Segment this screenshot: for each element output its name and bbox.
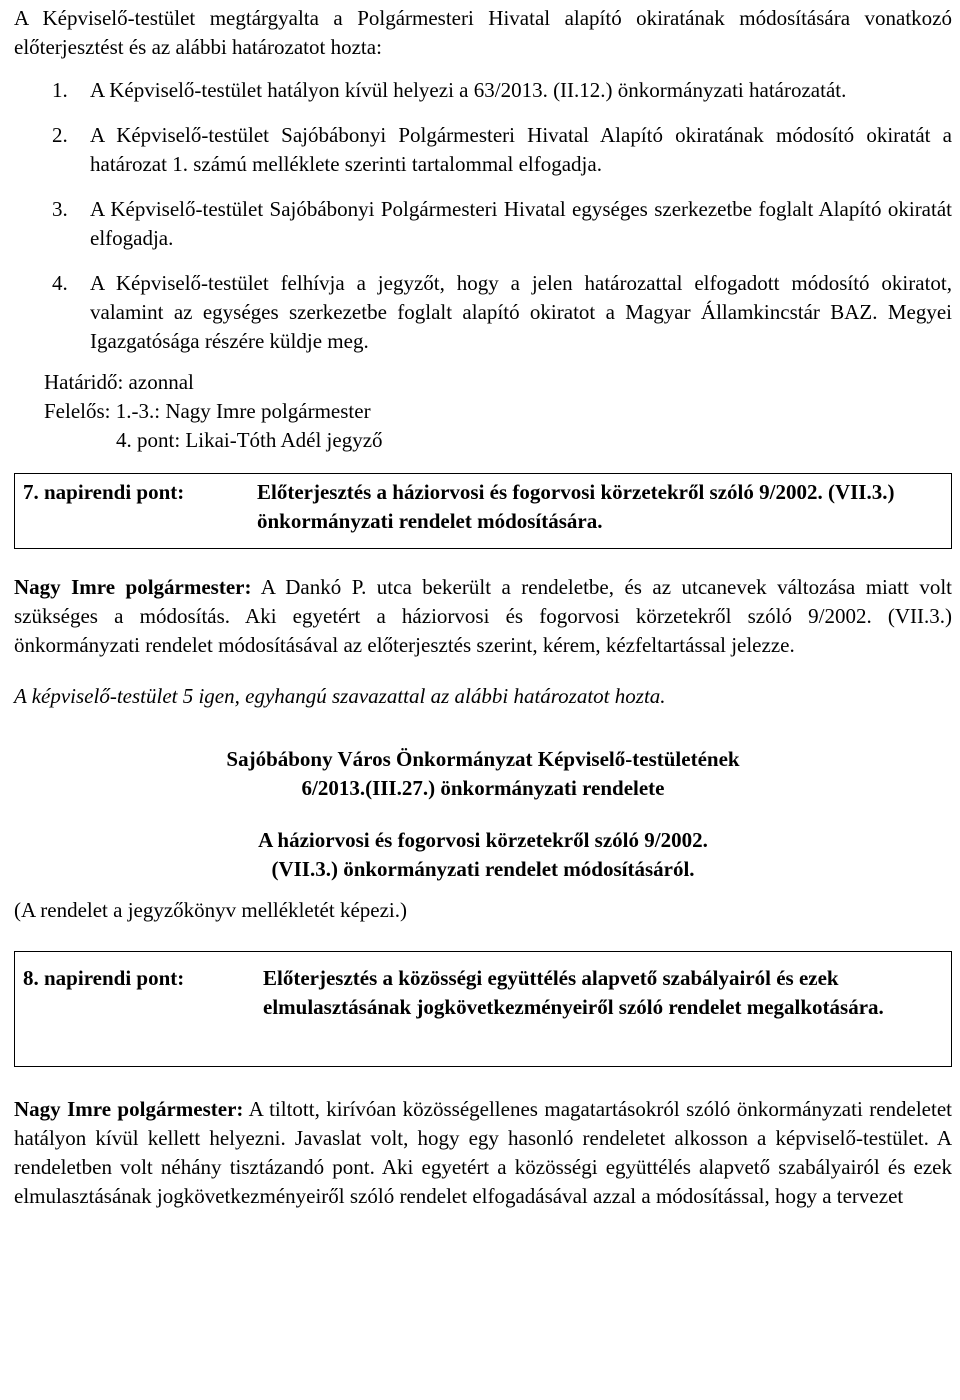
vote-result-7: A képviselő-testület 5 igen, egyhangú szavazattal az alábbi határozatot hozta.	[14, 684, 666, 708]
responsible-line: Felelős: 1.-3.: Nagy Imre polgármester	[44, 399, 371, 423]
deadline-responsible-block	[44, 368, 952, 455]
agenda-title: Előterjesztés a háziorvosi és fogorvosi körzetekről szóló 9/2002. (VII.3.) önkormányzati rendelet módosítására.	[257, 480, 895, 533]
decree-line-1: Sajóbábony Város Önkormányzat Képviselő-testületének	[226, 747, 740, 771]
speaker-name: Nagy Imre polgármester:	[14, 575, 252, 599]
decision-item	[14, 195, 952, 253]
speech-paragraph-7	[14, 573, 952, 660]
decision-item	[14, 269, 952, 356]
deadline-line: Határidő: azonnal	[44, 370, 194, 394]
document-page	[14, 4, 952, 1211]
decree-subject	[14, 826, 952, 884]
speech-paragraph-8	[14, 1095, 952, 1211]
decision-number: 1.	[52, 78, 68, 102]
decision-item	[14, 121, 952, 179]
speech-text: A tiltott, kirívóan közösségellenes magatartásokról szóló önkormányzati rendeletet hatályon kívül kellett helyezni. Javaslat volt, hogy egy hasonló rendeletet alkosson a képviselő-testület. A rendeletben volt néhány tisztázandó pont. Aki egyetért a közösségi együttélés alapvető szabályairól és ezek elmulasztásának jogkövetkezményeiről szóló rendelet elfogadásával azzal a módosítással, hogy a tervezet	[14, 1097, 952, 1208]
decree-heading	[14, 745, 952, 803]
agenda-title: Előterjesztés a közösségi együttélés alapvető szabályairól és ezek elmulasztásának jogkövetkezményeiről szóló rendelet megalkotására.	[263, 966, 884, 1019]
decree-line-2: 6/2013.(III.27.) önkormányzati rendelete	[301, 776, 665, 800]
decree-line-4: (VII.3.) önkormányzati rendelet módosításáról.	[271, 857, 695, 881]
agenda-item-8-box	[14, 951, 952, 1067]
annex-note: (A rendelet a jegyzőkönyv mellékletét képezi.)	[14, 898, 408, 922]
intro-paragraph: A Képviselő-testület megtárgyalta a Polgármesteri Hivatal alapító okiratának módosítására vonatkozó előterjesztést és az alábbi határozatot hozta:	[14, 6, 952, 59]
agenda-label: 7. napirendi pont:	[23, 480, 185, 504]
decision-text: A Képviselő-testület Sajóbábonyi Polgármesteri Hivatal egységes szerkezetbe foglalt Alapító okiratát elfogadja.	[90, 197, 952, 250]
decision-item	[14, 76, 952, 105]
decision-number: 3.	[52, 197, 68, 221]
speaker-name: Nagy Imre polgármester:	[14, 1097, 244, 1121]
speech-text: A Dankó P. utca bekerült a rendeletbe, és az utcanevek változása miatt volt szükséges a módosítás. Aki egyetért a háziorvosi és fogorvosi körzetekről szóló 9/2002. (VII.3.) önkormányzati rendelet módosításával az előterjesztés szerint, kérem, kézfeltartással jelezze.	[14, 575, 952, 657]
agenda-label: 8. napirendi pont:	[23, 966, 185, 990]
responsible-line-2: 4. pont: Likai-Tóth Adél jegyző	[116, 428, 383, 452]
decision-number: 4.	[52, 271, 68, 295]
decision-number: 2.	[52, 123, 68, 147]
decision-text: A Képviselő-testület hatályon kívül helyezi a 63/2013. (II.12.) önkormányzati határozatát.	[90, 78, 847, 102]
decree-line-3: A háziorvosi és fogorvosi körzetekről szóló 9/2002.	[258, 828, 708, 852]
decision-list	[14, 76, 952, 356]
agenda-item-7-box	[14, 473, 952, 549]
decision-text: A Képviselő-testület felhívja a jegyzőt, hogy a jelen határozattal elfogadott módosító okiratot, valamint az egységes szerkezetbe foglalt alapító okiratot a Magyar Államkincstár BAZ. Megyei Igazgatósága részére küldje meg.	[90, 271, 952, 353]
decision-text: A Képviselő-testület Sajóbábonyi Polgármesteri Hivatal Alapító okiratának módosító okiratát a határozat 1. számú melléklete szerinti tartalommal elfogadja.	[90, 123, 952, 176]
